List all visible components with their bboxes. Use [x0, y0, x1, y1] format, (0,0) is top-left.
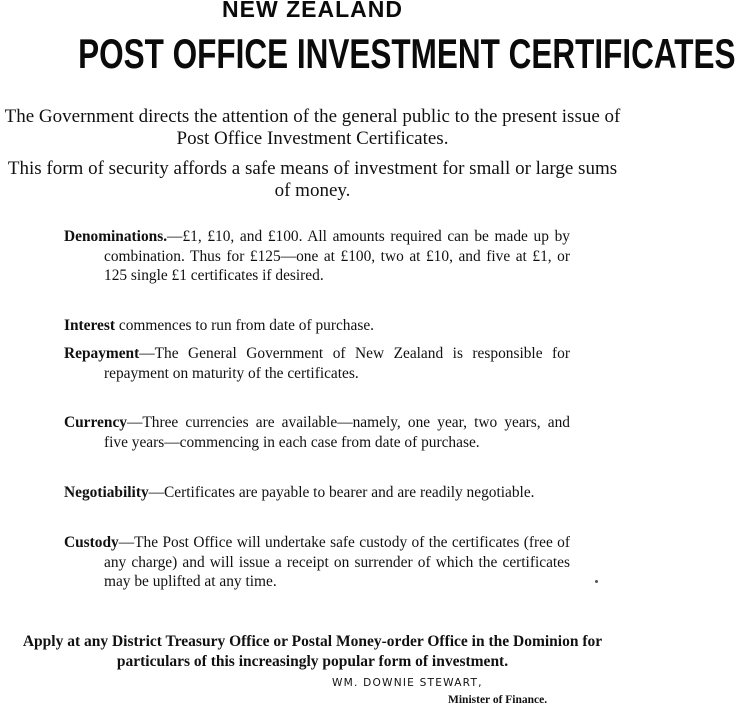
intro-paragraph-2: This form of security affords a safe means of investment for small or large sums of money.: [7, 158, 618, 201]
term-text: —Three currencies are available—namely, one year, two years, and five years—commencing in each case from date of purchase.: [104, 414, 570, 451]
term-heading: Currency: [64, 414, 127, 431]
page-title: POST OFFICE INVESTMENT CERTIFICATES: [78, 30, 736, 77]
term-heading: Denominations.: [64, 228, 168, 245]
apply-instructions: Apply at any District Treasury Office or Postal Money-order Office in the Dominion for particulars of this increasingly popular form of investment.: [22, 633, 603, 670]
term-text: —The Post Office will undertake safe custody of the certificates (free of any charge) and will issue a receipt on surrender of which the certificates may be uplifted at any time.: [104, 534, 570, 591]
term-text: —The General Government of New Zealand is responsible for repayment on maturity of the certificates.: [104, 345, 570, 382]
term-heading: Negotiability: [64, 484, 149, 501]
term-custody: [64, 533, 570, 592]
term-text: commences to run from date of purchase.: [115, 317, 374, 334]
term-heading: Custody: [64, 534, 119, 551]
term-interest: [64, 316, 570, 336]
intro-paragraph-1: The Government directs the attention of the general public to the present issue of Post Office Investment Certificates.: [4, 106, 621, 149]
term-negotiability: [64, 483, 570, 503]
term-denominations: [64, 227, 570, 286]
term-heading: Interest: [64, 317, 116, 334]
term-text: —Certificates are payable to bearer and are readily negotiable.: [148, 484, 535, 501]
signer-name: WM. DOWNIE STEWART,: [332, 677, 483, 689]
signer-title: Minister of Finance.: [448, 694, 548, 706]
country-heading: NEW ZEALAND: [222, 0, 403, 22]
term-heading: Repayment: [64, 345, 140, 362]
print-speck: [595, 580, 598, 583]
term-text: —£1, £10, and £100. All amounts required can be made up by combination. Thus for £125—one at £100, two at £10, and five at £1, or 125 single £1 certificates if desired.: [104, 228, 570, 285]
term-currency: [64, 413, 570, 452]
term-repayment: [64, 344, 570, 383]
